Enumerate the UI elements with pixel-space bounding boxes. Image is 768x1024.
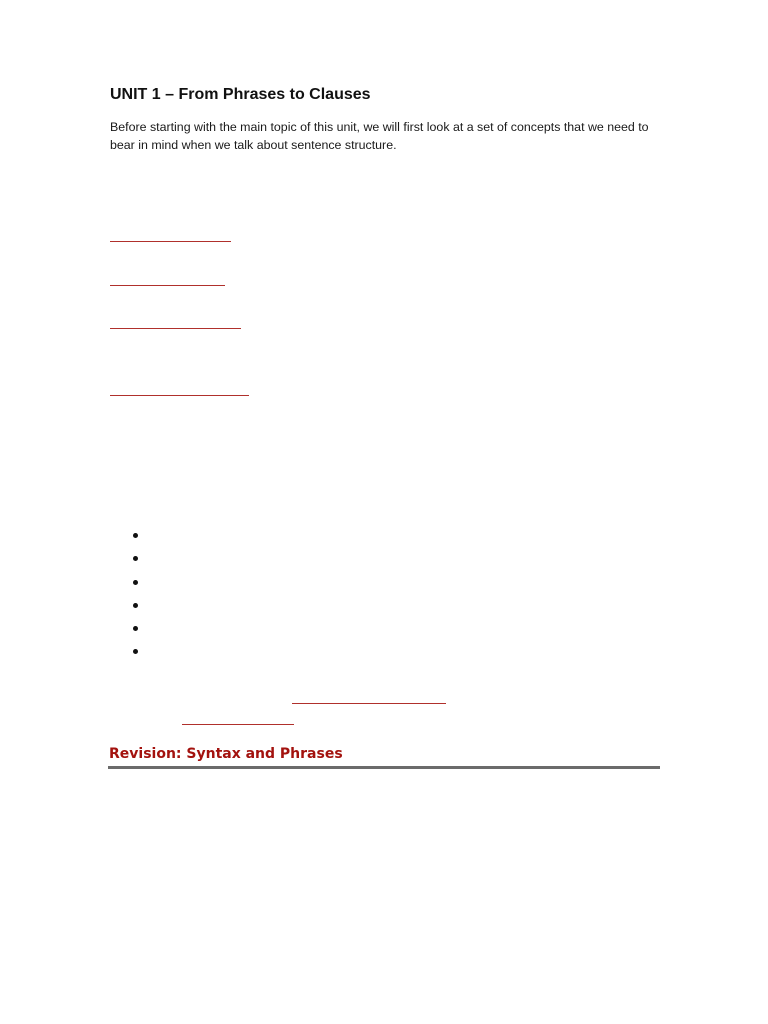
link-underline-5[interactable] xyxy=(292,703,446,704)
bullet-icon xyxy=(133,533,138,538)
link-underline-6[interactable] xyxy=(182,724,294,725)
bullet-icon xyxy=(133,649,138,654)
section-heading: Revision: Syntax and Phrases xyxy=(109,746,343,762)
link-underline-4[interactable] xyxy=(110,395,249,396)
bullet-icon xyxy=(133,626,138,631)
section-divider xyxy=(108,766,660,769)
intro-paragraph: Before starting with the main topic of this unit, we will first look at a set of concepts that we need to bear in mind when we talk about sentence structure. xyxy=(110,120,649,152)
page-title: UNIT 1 – From Phrases to Clauses xyxy=(110,86,371,103)
bullet-icon xyxy=(133,603,138,608)
link-underline-3[interactable] xyxy=(110,328,241,329)
bullet-icon xyxy=(133,556,138,561)
link-underline-1[interactable] xyxy=(110,241,231,242)
bullet-icon xyxy=(133,580,138,585)
link-underline-2[interactable] xyxy=(110,285,225,286)
